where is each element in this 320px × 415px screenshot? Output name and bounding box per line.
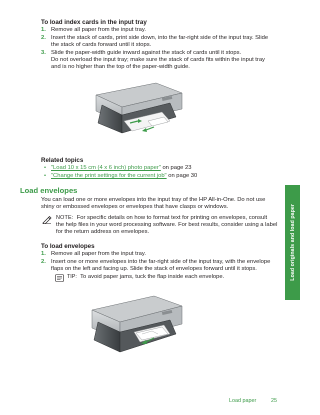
step-text: Remove all paper from the input tray. [51,27,146,33]
step-text-line: Do not overload the input tray; make sure the stack of cards fits within the input tray [51,57,265,63]
page-number: 25 [271,398,277,404]
tip-text: To avoid paper jams, tuck the flap inside each envelope. [80,274,225,280]
bullet-marker: • [44,165,47,171]
step-text-line: Insert the stack of cards, print side down, into the far-right side of the input tray. Slide [51,35,269,41]
bullet-marker: • [44,173,47,179]
envelopes-heading: To load envelopes [41,243,95,250]
chapter-sidebar-tab [285,185,300,300]
tip-line [67,274,224,282]
section-title: Load envelopes [20,186,78,195]
tip-label: TIP: [67,274,77,280]
index-cards-heading: To load index cards in the input tray [41,19,147,26]
step-text-line: Slide the paper-width guide inward against the stack of cards until it stops. [51,50,242,56]
step-text-line: the stack of cards forward until it stops. [51,42,152,48]
tip-icon [55,274,64,282]
step-number: 3. [41,50,46,56]
link-page-ref: on page 23 [160,165,192,171]
related-link[interactable]: "Change the print settings for the current job" [51,173,167,179]
note-text-line: for the return address on envelopes. [56,229,150,235]
related-topics-heading: Related topics [41,157,84,164]
step-text-line: and is no higher than the top of the paper-width guide. [51,64,190,70]
note-text-line: the help files in your word processing software. For best results, consider using a label [56,222,278,228]
chapter-tab-label: Load originals and load paper [289,204,296,281]
note-icon [42,215,52,224]
step-number: 1. [41,251,46,257]
related-link-item[interactable] [51,173,197,181]
note-text: For specific details on how to format text for printing on envelopes, consult [76,215,268,221]
related-link-item[interactable] [51,165,191,173]
printer-envelopes-illustration [72,286,192,366]
step-text: Remove all paper from the input tray. [51,251,146,257]
link-page-ref: on page 30 [166,173,198,179]
step-text-line: Insert one or more envelopes into the far-right side of the input tray, with the envelope [51,259,271,265]
step-text-line: flaps on the left and facing up. Slide the stack of envelopes forward until it stops. [51,266,257,272]
related-link[interactable]: "Load 10 x 15 cm (4 x 6 inch) photo paper" [51,165,161,171]
step-number: 2. [41,35,46,41]
note-label: NOTE: [56,215,74,221]
printer-index-cards-illustration [78,75,190,145]
footer-label: Load paper [229,398,257,404]
intro-text-line: You can load one or more envelopes into the input tray of the HP All-in-One. Do not use [41,197,266,203]
step-number: 2. [41,259,46,265]
intro-text-line: shiny or embossed envelopes or envelopes that have clasps or windows. [41,204,229,210]
step-number: 1. [41,27,46,33]
